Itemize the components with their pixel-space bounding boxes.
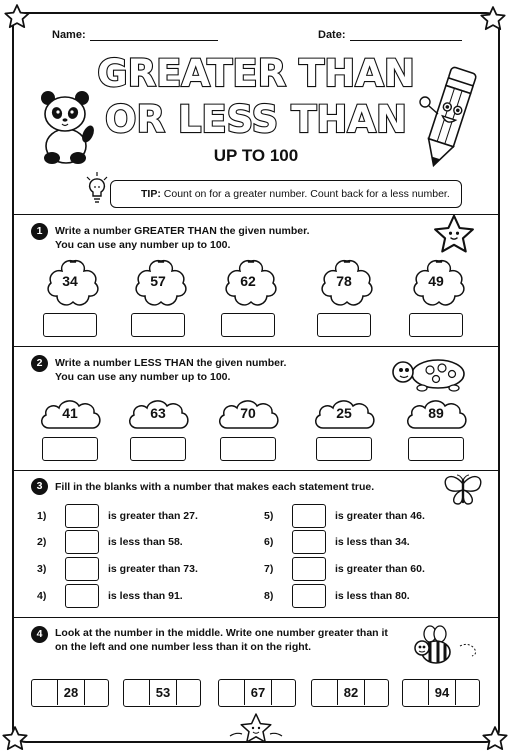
question-text: is greater than 73.	[108, 563, 198, 575]
question-text: is greater than 46.	[335, 510, 425, 522]
number-sandwich-box[interactable]	[218, 679, 296, 707]
given-number: 25	[336, 405, 352, 421]
section-1-instructions	[55, 224, 310, 252]
question-text: is greater than 27.	[108, 510, 198, 522]
middle-number: 94	[428, 680, 456, 705]
question-number: 5)	[264, 510, 274, 522]
question-text: is less than 80.	[335, 590, 410, 602]
section-divider	[14, 346, 498, 347]
answer-box[interactable]	[43, 313, 97, 337]
answer-box[interactable]	[220, 437, 276, 461]
question-number: 1)	[37, 510, 47, 522]
title-line-1: GREATER THAN	[97, 52, 415, 95]
name-label: Name:	[52, 29, 86, 41]
answer-box[interactable]	[292, 557, 326, 581]
name-field[interactable]	[52, 29, 218, 41]
answer-box[interactable]	[130, 437, 186, 461]
instruction-line: Write a number LESS THAN the given number.	[55, 357, 287, 369]
given-number: 57	[150, 273, 166, 289]
section-2-instructions	[55, 356, 286, 384]
answer-box[interactable]	[65, 584, 99, 608]
turtle-icon	[390, 350, 472, 392]
title-line-2: OR LESS THAN	[105, 98, 407, 141]
answer-box[interactable]	[65, 504, 99, 528]
pencil-character-icon	[416, 62, 482, 174]
given-number: 89	[428, 405, 444, 421]
lightbulb-icon	[86, 172, 108, 206]
section-3-instructions	[55, 480, 374, 494]
instruction-line: Look at the number in the middle. Write one number greater than it	[55, 627, 388, 639]
star-icon	[432, 214, 476, 256]
answer-box[interactable]	[221, 313, 275, 337]
star-icon	[226, 712, 286, 750]
bee-icon	[412, 622, 484, 668]
subtitle: UP TO 100	[213, 146, 299, 165]
butterfly-icon	[442, 474, 484, 508]
date-field[interactable]	[318, 29, 462, 41]
question-number: 2)	[37, 536, 47, 548]
middle-number: 67	[244, 680, 272, 705]
flower-shape	[219, 258, 277, 306]
answer-box[interactable]	[42, 437, 98, 461]
given-number: 41	[62, 405, 78, 421]
question-number: 8)	[264, 590, 274, 602]
middle-number: 28	[57, 680, 85, 705]
section-3-number: 3	[31, 478, 48, 495]
answer-box[interactable]	[292, 504, 326, 528]
middle-number: 53	[149, 680, 177, 705]
question-number: 4)	[37, 590, 47, 602]
section-4-number: 4	[31, 626, 48, 643]
flower-shape	[129, 258, 187, 306]
date-label: Date:	[318, 29, 346, 41]
tip-text: Count on for a greater number. Count back for a less number.	[163, 188, 450, 200]
answer-box[interactable]	[292, 584, 326, 608]
section-2-number: 2	[31, 355, 48, 372]
number-sandwich-box[interactable]	[31, 679, 109, 707]
question-text: is greater than 60.	[335, 563, 425, 575]
answer-box[interactable]	[65, 530, 99, 554]
middle-number: 82	[337, 680, 365, 705]
cloud-shape	[37, 394, 103, 434]
star-icon	[2, 726, 28, 752]
question-number: 7)	[264, 563, 274, 575]
star-icon	[4, 4, 30, 30]
answer-box[interactable]	[408, 437, 464, 461]
flower-shape	[41, 258, 99, 306]
given-number: 34	[62, 273, 78, 289]
answer-box[interactable]	[409, 313, 463, 337]
given-number: 78	[336, 273, 352, 289]
section-divider	[14, 470, 498, 471]
name-line[interactable]	[90, 40, 218, 41]
number-sandwich-box[interactable]	[123, 679, 201, 707]
given-number: 63	[150, 405, 166, 421]
cloud-shape	[403, 394, 469, 434]
question-number: 3)	[37, 563, 47, 575]
number-sandwich-box[interactable]	[402, 679, 480, 707]
answer-box[interactable]	[292, 530, 326, 554]
instruction-line: on the left and one number less than it on the right.	[55, 641, 312, 653]
question-number: 6)	[264, 536, 274, 548]
answer-box[interactable]	[65, 557, 99, 581]
instruction-line: Fill in the blanks with a number that makes each statement true.	[55, 481, 375, 493]
tip-box	[110, 180, 462, 208]
instruction-line: You can use any number up to 100.	[55, 239, 231, 251]
question-text: is less than 34.	[335, 536, 410, 548]
instruction-line: You can use any number up to 100.	[55, 371, 231, 383]
question-text: is less than 58.	[108, 536, 183, 548]
flower-shape	[407, 258, 465, 306]
number-sandwich-box[interactable]	[311, 679, 389, 707]
star-icon	[482, 726, 508, 752]
cloud-shape	[125, 394, 191, 434]
section-1-number: 1	[31, 223, 48, 240]
section-divider	[14, 617, 498, 618]
tip-label: TIP:	[141, 188, 161, 200]
answer-box[interactable]	[131, 313, 185, 337]
section-divider	[14, 214, 498, 215]
section-4-instructions	[55, 626, 388, 654]
question-text: is less than 91.	[108, 590, 183, 602]
panda-icon	[36, 88, 98, 168]
cloud-shape	[215, 394, 281, 434]
flower-shape	[315, 258, 373, 306]
instruction-line: Write a number GREATER THAN the given number.	[55, 225, 310, 237]
given-number: 62	[240, 273, 256, 289]
given-number: 49	[428, 273, 444, 289]
date-line[interactable]	[350, 40, 462, 41]
star-icon	[480, 6, 506, 32]
answer-box[interactable]	[316, 437, 372, 461]
given-number: 70	[240, 405, 256, 421]
cloud-shape	[311, 394, 377, 434]
answer-box[interactable]	[317, 313, 371, 337]
